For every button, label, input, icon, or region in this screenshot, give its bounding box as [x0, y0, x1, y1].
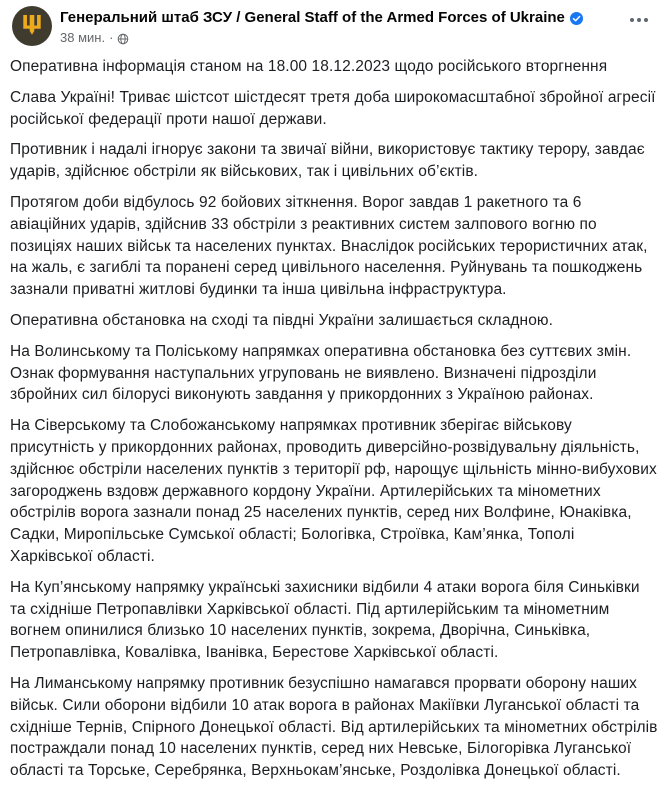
- post-paragraph: Оперативна інформація станом на 18.00 18.12.2023 щодо російського вторгнення: [10, 58, 608, 75]
- meta-separator: ·: [109, 30, 114, 45]
- post-paragraph: На Куп’янському напрямку українські захисники відбили 4 атаки ворога біля Синьківки та східніше Петропавлівки Харківської області. Під артилерійським та мінометним вогнем опинилися близько 10 населених пунктів, зокрема, Дворічна, Синьківка, Петропавлівка, Ковалівка, Іванівка, Берестове Харківської області.: [10, 578, 640, 662]
- post-paragraph: Оперативна обстановка на сході та півдні України залишається складною.: [10, 311, 554, 329]
- post-header-info: [60, 6, 656, 46]
- post-paragraph: Слава Україні! Триває шістсот шістдесят третя доба широкомасштабної збройної агресії російської федерації проти нашої держави.: [10, 88, 656, 128]
- post-body: [0, 48, 668, 790]
- post-paragraph: Противник і надалі ігнорує закони та звичаї війни, використовує тактику терору, завдає ударів, здійснює обстріли як військових, так і цивільних об’єктів.: [10, 141, 645, 181]
- post-meta: [60, 30, 656, 46]
- more-options-button[interactable]: [626, 12, 652, 28]
- post-paragraph: На Волинському та Поліському напрямках оперативна обстановка без суттєвих змін. Ознак формування наступальних угруповань не виявлено. Визначені підрозділи збройних сил білорусі виконують завдання у прикордонних з Україною районах.: [10, 342, 632, 404]
- post-header: [0, 0, 668, 48]
- post-paragraph: На Сіверському та Слобожанському напрямках противник зберігає військову присутність у прикордонних районах, проводить диверсійно-розвідувальну діяльність, здійснює обстріли населених пунктів з території рф, нарощує щільність мінно-вибухових загороджень вздовж державного кордону України. Артилерійських та мінометних обстрілів ворога зазнали понад 25 населених пунктів, серед них Волфине, Юнаківка, Садки, Миропільське Сумської області; Бологівка, Строївка, Кам’янка, Тополі Харківської області.: [10, 417, 657, 565]
- globe-icon: [117, 33, 129, 45]
- verified-badge-icon: [570, 12, 583, 25]
- more-options-icon: [630, 18, 634, 22]
- post-paragraph: Протягом доби відбулось 92 бойових зіткнення. Ворог завдав 1 ракетного та 6 авіаційних ударів, здійснив 33 обстріли з реактивних систем залпового вогню по позиціях наших військ та населених пунктах. Внаслідок російських терористичних атак, на жаль, є загиблі та поранені серед цивільного населення. Руйнувань та пошкоджень зазнали приватні житлові будинки та інша цивільна інфраструктура.: [10, 193, 648, 299]
- timestamp[interactable]: 38 мин.: [60, 30, 106, 45]
- avatar[interactable]: [12, 6, 52, 46]
- author-name[interactable]: Генеральний штаб ЗСУ / General Staff of the Armed Forces of Ukraine: [60, 9, 565, 26]
- trident-icon: [21, 14, 43, 38]
- author-row: [60, 8, 656, 27]
- post-paragraph: На Лиманському напрямку противник безуспішно намагався прорвати оборону наших військ. Сили оборони відбили 10 атак ворога в районах Макіївки Луганської області та східніше Тернів, Спірного Донецької області. Від артилерійських та мінометних обстрілів постраждали понад 10 населених пунктів, серед них Невське, Білогорівка Луганської області та Торське, Серебрянка, Верхньокам’янське, Роздолівка Донецької області.: [10, 674, 658, 780]
